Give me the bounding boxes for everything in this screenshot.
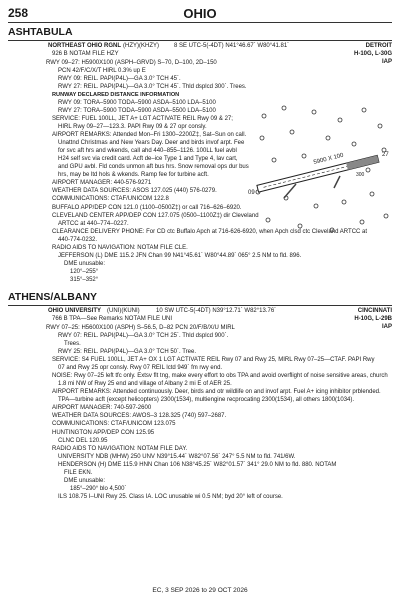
huntington-approach: HUNTINGTON APP/DEP CON 125.95 <box>52 430 155 436</box>
chart-name: DETROIT <box>365 43 392 49</box>
airport-remarks-2: TPA—turbine acft (except helicopters) 2300(1534), multiengine recprocating 2300(1534), all others 1800(1034). <box>58 397 355 403</box>
header-rule <box>8 22 392 23</box>
navaid-henderson-2: FILE EKN. <box>64 470 93 476</box>
airport-manager: AIRPORT MANAGER: 740-597-2600 <box>52 405 152 411</box>
runway-info: RWY 09–27: H5900X100 (ASPH–GRVD) S–70, D–100, 2D–150 <box>46 60 217 66</box>
cleveland-center: CLEVELAND CENTER APP/DEP CON 127.075 (0500–1100Z‡) dir Cleveland <box>52 213 259 219</box>
airport-manager: AIRPORT MANAGER: 440-576-9271 <box>52 180 152 186</box>
clearance-delivery-2: 440-774-0232. <box>58 237 98 243</box>
runway-25-info: RWY 25: REIL. PAPI(P4L)—GA 3.0° TCH 50´. Tree. <box>58 349 197 355</box>
noise-remarks: NOISE: Rwy 07–25 left tfc only. Extsv flt tng, make every effort to obs TPA and avoid overflight of noise sensitive areas, church <box>52 373 388 379</box>
service-line-2: HIRL Rwy 09–27—123.3. PAPI Rwy 09 & 27 opr consly. <box>58 124 207 130</box>
dme-unusable-range-1: 120°–255° <box>70 269 99 275</box>
airport-remarks-6: hrs, may be ltd hols & wkends. Ramp fee for turbine acft. <box>58 172 209 178</box>
navaid-henderson: HENDERSON (H) DME 115.9 HNN Chan 106 N38°45.25´ W82°01.57´ 341° 29.0 NM to fld. 880. NOTAM <box>58 462 337 468</box>
declared-distance-27: RWY 27: TORA–5900 TODA–5900 ASDA–5500 LDA–5100 <box>58 108 216 114</box>
runway-27-label: 27 <box>382 152 389 158</box>
airport-location: 8 SE UTC-5(-4DT) N41°46.67´ W80°41.81´ <box>174 43 290 49</box>
airport-diagram <box>244 98 394 246</box>
city-heading-ashtabula: ASHTABULA <box>8 26 73 38</box>
cleveland-center-2: ARTCC at 440–774–0227. <box>58 221 129 227</box>
service-line: SERVICE: S4 FUEL 100LL, JET A+ OX 1 LGT ACTIVATE REIL Rwy 07 and Rwy 25, MIRL Rwy 07–25—CTAF. PAPI Rwy <box>52 357 375 363</box>
state-title: OHIO <box>183 6 217 21</box>
runway-27-info: RWY 27: REIL. PAPI(P4L)—GA 3.0° TCH 45´. Thld dsplcd 300´. Trees. <box>58 84 247 90</box>
elevation-line: 766 B TPA—See Remarks NOTAM FILE UNI <box>52 316 173 322</box>
communications: COMMUNICATIONS: CTAF/UNICOM 122.8 <box>52 196 169 202</box>
navaid-jefferson: JEFFERSON (L) DME 115.2 JFN Chan 99 N41°45.61´ W80°44.89´ 065° 2.5 NM to fld. 896. <box>58 253 302 259</box>
dme-unusable-range-2: 315°–352° <box>70 277 99 283</box>
airport-remarks-4: H24 self svc via credit card. Acft de–ice Type 1 and Type 4, lav cart, <box>58 156 238 162</box>
page-header <box>8 4 392 24</box>
iap-label: IAP <box>381 324 392 330</box>
runway-info-2: PCN 42/F/C/X/T HIRL 0.3% up E <box>58 68 146 74</box>
ils-info: ILS 108.75 I–UNI Rwy 25. Class IA. LOC unusable wi 0.5 NM; byd 20° left of course. <box>58 494 283 500</box>
buffalo-approach: BUFFALO APP/DEP CON 121.0 (1100–0500Z‡) or call 716–626–6920. <box>52 205 242 211</box>
radio-aids: RADIO AIDS TO NAVIGATION: NOTAM FILE DAY. <box>52 446 188 452</box>
radio-aids: RADIO AIDS TO NAVIGATION: NOTAM FILE CLE. <box>52 245 188 251</box>
runway-09-label: 09 <box>248 190 255 196</box>
noise-remarks-2: 1.8 mi NW of Rwy 25 end and village of Albany 2 mi E of AER 25. <box>58 381 232 387</box>
clearance-delivery: CLNC DEL 120.95 <box>58 438 108 444</box>
weather-sources: WEATHER DATA SOURCES: AWOS–3 128.325 (740) 597–2687. <box>52 413 227 419</box>
service-line: SERVICE: FUEL 100LL, JET A+ LGT ACTIVATE REIL Rwy 09 & 27; <box>52 116 233 122</box>
navaid-university-ndb: UNIVERSITY NDB (MHW) 250 UNV N39°15.44´ W82°07.56´ 247° 5.5 NM to fld. 741/6W. <box>58 454 296 460</box>
airport-remarks-3: for svc aft hrs and wkends, call ahd 440–855–1126. 100LL fuel avbl <box>58 148 237 154</box>
effective-dates: EC, 3 SEP 2026 to 29 OCT 2026 <box>152 587 248 594</box>
runway-dimension-label: 5900 X 100 <box>313 152 345 166</box>
weather-sources: WEATHER DATA SOURCES: ASOS 127.025 (440) 576-0279. <box>52 188 217 194</box>
clearance-delivery: CLEARANCE DELIVERY PHONE: For CD ctc Buffalo Apch at 716-626-6920, when Apch clsd ctc Cleveland ARTCC at <box>52 229 368 235</box>
airport-ident: (HZY)(KHZY) <box>123 43 159 49</box>
city-heading-athens: ATHENS/ALBANY <box>8 291 98 303</box>
city-rule <box>8 40 392 41</box>
displaced-threshold-label: 300 <box>356 172 365 178</box>
service-line-2: 07 and Rwy 25 opr consly. Rwy 07 REIL lctd 949´ fm rwy end. <box>58 365 223 371</box>
dme-unusable: DME unusable: <box>64 261 106 267</box>
airport-ident: (UNI)(KUNI) <box>107 308 140 314</box>
runway-09-info: RWY 09: REIL. PAPI(P4L)—GA 3.0° TCH 45´. <box>58 76 181 82</box>
dme-unusable-range: 185°–290° blo 4,500´ <box>70 486 127 492</box>
airport-name: OHIO UNIVERSITY <box>48 308 102 314</box>
airport-remarks-2: Unattnd Christmas and New Years Day. Deer and birds invof arpt. Fee <box>58 140 245 146</box>
elevation-line: 926 B NOTAM FILE HZY <box>52 51 119 57</box>
city-rule <box>8 305 392 306</box>
dme-unusable: DME unusable: <box>64 478 106 484</box>
page-number: 258 <box>8 6 29 20</box>
airport-remarks: AIRPORT REMARKS: Attended continuously. Deer, birds and otr wildlife on and invof arpt. Fuel A+ icing inhibitor prblended. <box>52 389 381 395</box>
airport-location: 10 SW UTC-5(-4DT) N39°12.71´ W82°13.76´ <box>156 308 277 314</box>
airport-remarks: AIRPORT REMARKS: Attended Mon–Fri 1300–2200Z‡, Sat–Sun on call. <box>52 132 247 138</box>
declared-distance-09: RWY 09: TORA–5900 TODA–5900 ASDA–5100 LDA–5100 <box>58 100 216 106</box>
runway-07-info-2: Trees. <box>64 341 81 347</box>
runway-07-info: RWY 07: REIL. PAPI(P4L)—GA 3.0° TCH 25´. Thld dsplcd 900´. <box>58 333 229 339</box>
communications: COMMUNICATIONS: CTAF/UNICOM 123.075 <box>52 421 176 427</box>
airport-name: NORTHEAST OHIO RGNL <box>48 43 121 49</box>
chart-refs: H-10G, L-30G <box>353 51 392 57</box>
runway-info: RWY 07–25: H5600X100 (ASPH) S–56.5, D–82 PCN 20/F/B/X/U MIRL <box>46 325 235 331</box>
chart-refs: H-10G, L-29B <box>354 316 392 322</box>
airport-remarks-5: and GPU avbl. Fld conds unmon aft bus hrs. Snow removal ops dur bus <box>58 164 249 170</box>
declared-distance-heading: RUNWAY DECLARED DISTANCE INFORMATION <box>52 92 180 98</box>
chart-name: CINCINNATI <box>357 308 392 314</box>
iap-label: IAP <box>381 59 392 65</box>
